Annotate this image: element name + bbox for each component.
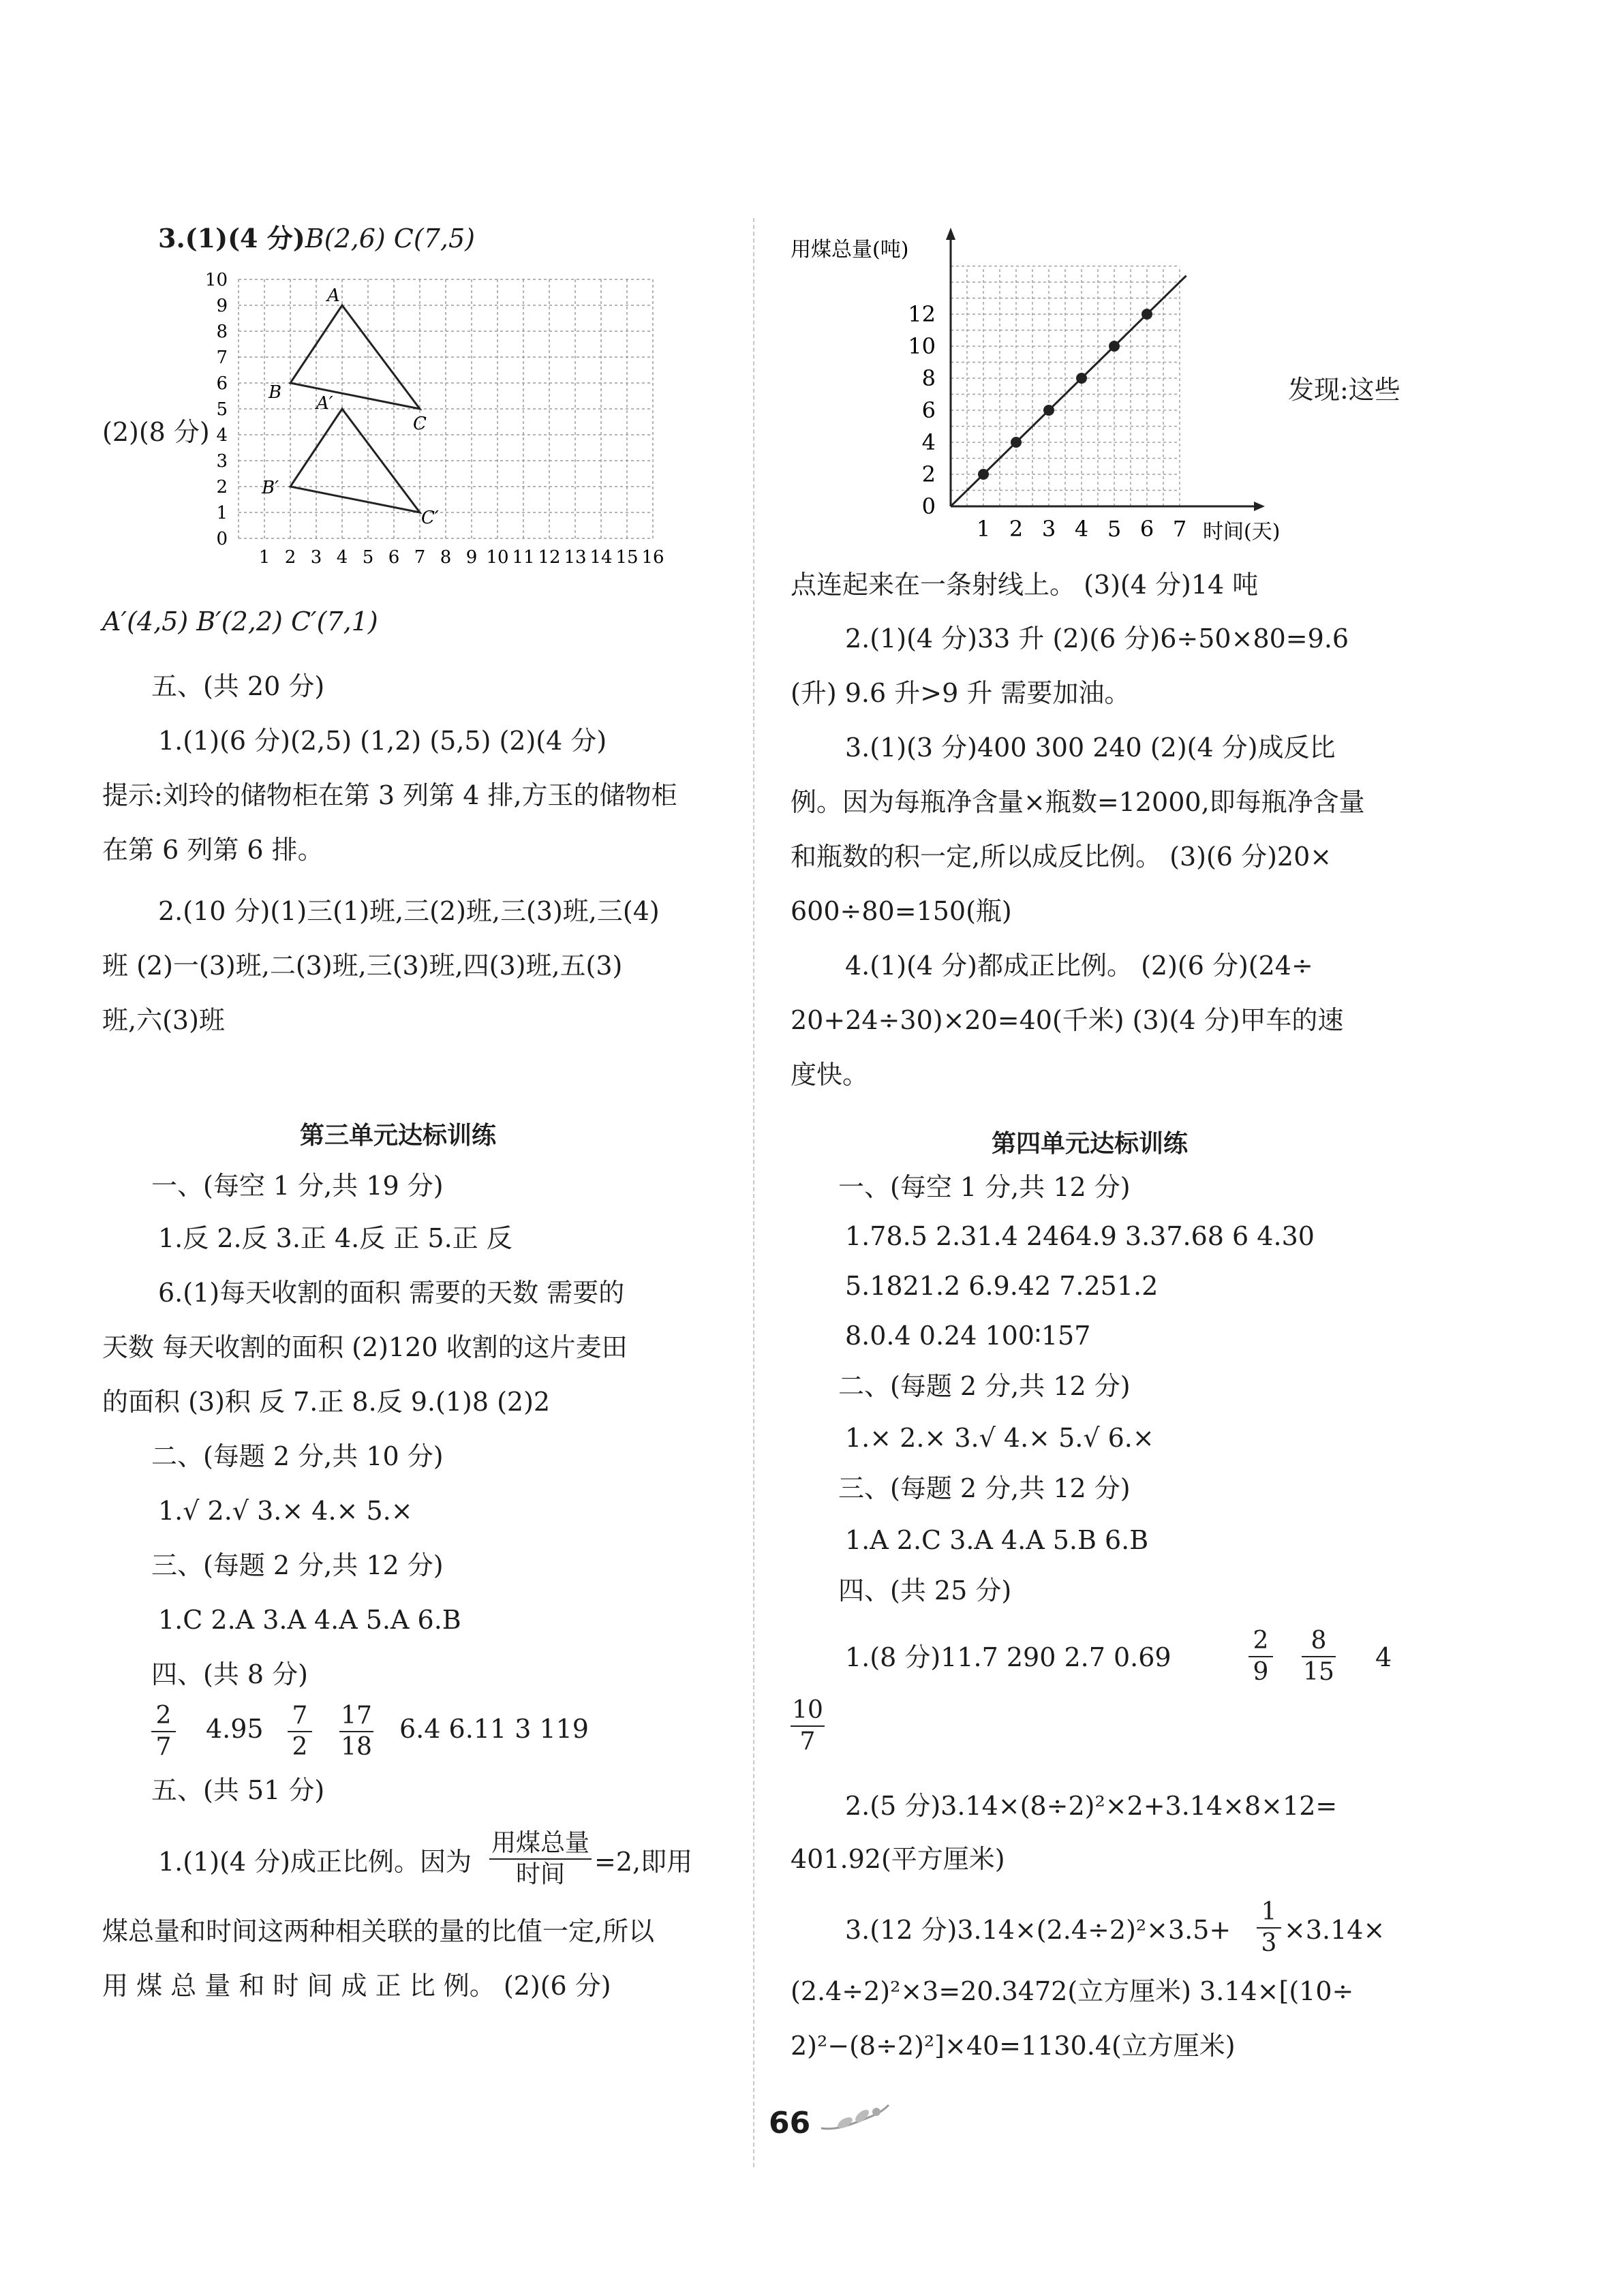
grid-x-tick: 15 (615, 547, 639, 568)
chart-point (1011, 437, 1022, 448)
u4-q3-line2: (2.4÷2)²×3=20.3472(立方厘米) 3.14×[(10÷ (791, 1976, 1354, 2006)
u3-s4-value-1: 4.95 (206, 1714, 264, 1744)
chart-ylabel: 用煤总量(吨) (791, 238, 909, 262)
grid-y-tick: 10 (204, 273, 228, 290)
grid-y-tick: 8 (216, 322, 228, 342)
u3-s5-line2: 煤总量和时间这两种相关联的量的比值一定,所以 (102, 1916, 655, 1946)
u3-s3-heading: 三、(每题 2 分,共 12 分) (151, 1550, 444, 1580)
coordinate-grid (198, 273, 702, 586)
unit3-title: 第三单元达标训练 (300, 1122, 497, 1150)
grid-x-tick: 6 (388, 547, 400, 568)
u3-s5-fraction: 用煤总量 时间 (489, 1830, 592, 1888)
grid-x-tick: 11 (512, 547, 535, 568)
u4-s1-line2: 5.1821.2 6.9.42 7.251.2 (845, 1271, 1159, 1301)
grid-y-tick: 2 (216, 477, 228, 497)
grid-lines (239, 279, 653, 538)
label-b: B (269, 382, 282, 403)
u4-s4-frac-1: 2 9 (1248, 1627, 1273, 1686)
grid-y-tick: 1 (216, 503, 228, 523)
u3-s1-line3: 天数 每天收割的面积 (2)120 收割的这片麦田 (102, 1332, 628, 1362)
u3-s5-line1a: 1.(1)(4 分)成正比例。因为 (158, 1847, 472, 1877)
translated-coords: A′(4,5) B′(2,2) C′(7,1) (102, 607, 378, 636)
u4-s4-frac-2: 8 15 (1302, 1627, 1336, 1686)
column-divider (753, 218, 754, 2167)
grid-y-tick: 0 (216, 529, 228, 549)
grid-y-tick: 7 (216, 348, 228, 368)
u3-s1-heading: 一、(每空 1 分,共 19 分) (151, 1171, 444, 1201)
found-text: 发现:这些 (1288, 375, 1400, 405)
right-r2-line1: 2.(1)(4 分)33 升 (2)(6 分)6÷50×80=9.6 (845, 624, 1349, 654)
chart-y-ticks (908, 301, 936, 519)
u4-q3-line1b: ×3.14× (1284, 1915, 1385, 1945)
u4-s1-line3: 8.0.4 0.24 100∶157 (845, 1321, 1091, 1351)
chart-point (1043, 405, 1054, 416)
chart-x-tick: 1 (976, 516, 991, 542)
u3-s5-heading: 五、(共 51 分) (151, 1775, 325, 1805)
u4-s1-line1: 1.78.5 2.31.4 2464.9 3.37.68 6 4.30 (845, 1221, 1315, 1251)
u3-s4-frac-3: 17 18 (339, 1702, 373, 1761)
grid-x-tick: 10 (486, 547, 509, 568)
chart-xlabel: 时间(天) (1203, 520, 1281, 544)
chart-y-tick: 4 (921, 429, 936, 455)
sec5-heading: 五、(共 20 分) (151, 671, 325, 701)
right-r3-line4: 600÷80=150(瓶) (791, 896, 1012, 926)
u4-s1-heading: 一、(每空 1 分,共 12 分) (838, 1172, 1131, 1202)
grid-y-ticks (205, 273, 228, 549)
right-r4-line3: 度快。 (791, 1060, 869, 1090)
u4-q2-line1: 2.(5 分)3.14×(8÷2)²×2+3.14×8×12= (845, 1791, 1338, 1821)
right-r4-line2: 20+24÷30)×20=40(千米) (3)(4 分)甲车的速 (791, 1005, 1344, 1035)
u4-s4-heading: 四、(共 25 分) (838, 1576, 1012, 1606)
grid-x-ticks (259, 547, 664, 568)
u4-s4-line1: 1.(8 分)11.7 290 2.7 0.69 (845, 1642, 1171, 1672)
u3-s4-values-rest: 6.4 6.11 3 119 (399, 1714, 589, 1744)
chart-x-tick: 2 (1009, 516, 1024, 542)
sec5-q1: 1.(1)(6 分)(2,5) (1,2) (5,5) (2)(4 分) (158, 726, 607, 756)
right-r3-line3: 和瓶数的积一定,所以成反比例。 (3)(6 分)20× (791, 842, 1332, 872)
right-r2-line2: (升) 9.6 升>9 升 需要加油。 (791, 678, 1131, 708)
label-b-prime: B′ (262, 478, 279, 498)
sec5-hint-2: 在第 6 列第 6 排。 (102, 835, 324, 865)
grid-x-tick: 7 (414, 547, 426, 568)
chart-point (1142, 309, 1152, 320)
u3-s5-line3: 用 煤 总 量 和 时 间 成 正 比 例。 (2)(6 分) (102, 1971, 611, 2001)
right-r3-line2: 例。因为每瓶净含量×瓶数=12000,即每瓶净含量 (791, 787, 1365, 817)
label-a: A (327, 286, 340, 306)
u4-s4-frac-3: 10 7 (791, 1697, 825, 1755)
grid-x-tick: 5 (362, 547, 374, 568)
chart-y-tick: 10 (908, 333, 936, 359)
grid-x-tick: 16 (641, 547, 664, 568)
unit4-title: 第四单元达标训练 (992, 1130, 1189, 1158)
grid-y-tick: 3 (216, 451, 228, 472)
grid-x-tick: 1 (258, 547, 271, 568)
chart-x-tick: 5 (1107, 516, 1122, 542)
u4-q3-line1a: 3.(12 分)3.14×(2.4÷2)²×3.5+ (845, 1915, 1231, 1945)
label-a-prime: A′ (316, 393, 333, 414)
u3-s1-line1: 1.反 2.反 3.正 4.反 正 5.正 反 (158, 1223, 512, 1253)
grid-y-tick: 6 (216, 373, 228, 394)
sec5-q2-line2: 班 (2)一(3)班,二(3)班,三(3)班,四(3)班,五(3) (102, 951, 623, 981)
u3-s3-answers: 1.C 2.A 3.A 4.A 5.A 6.B (158, 1605, 461, 1635)
grid-x-tick: 13 (564, 547, 587, 568)
sec5-q2-line3: 班,六(3)班 (102, 1005, 225, 1035)
chart-x-tick: 6 (1139, 516, 1154, 542)
grid-y-tick: 9 (216, 296, 228, 316)
u4-q3-fraction: 1 3 (1257, 1899, 1281, 1957)
coal-chart (784, 225, 1302, 566)
right-r3-line1: 3.(1)(3 分)400 300 240 (2)(4 分)成反比 (845, 733, 1336, 763)
chart-point (1109, 341, 1120, 352)
u3-s5-line1b: =2,即用 (594, 1847, 693, 1877)
right-r4-line1: 4.(1)(4 分)都成正比例。 (2)(6 分)(24÷ (845, 951, 1313, 981)
u4-s2-answers: 1.× 2.× 3.√ 4.× 5.√ 6.× (845, 1423, 1154, 1453)
u4-s3-answers: 1.A 2.C 3.A 4.A 5.B 6.B (845, 1525, 1149, 1555)
u3-s1-line2: 6.(1)每天收割的面积 需要的天数 需要的 (158, 1278, 625, 1308)
grid-x-tick: 14 (589, 547, 613, 568)
page-number: 66 (769, 2106, 811, 2140)
grid-y-tick: 5 (216, 399, 228, 420)
chart-x-arrow (1254, 502, 1265, 511)
chart-point (1076, 373, 1087, 384)
label-c: C (413, 414, 427, 434)
u3-s4-frac-2: 7 2 (288, 1702, 312, 1761)
u3-s4-heading: 四、(共 8 分) (151, 1659, 308, 1689)
grid-x-tick: 4 (336, 547, 348, 568)
grid-x-tick: 2 (284, 547, 296, 568)
q3-1-coords: B(2,6) C(7,5) (305, 224, 475, 254)
u4-s2-heading: 二、(每题 2 分,共 12 分) (838, 1371, 1131, 1401)
chart-point (978, 469, 989, 480)
grid-x-tick: 3 (310, 547, 322, 568)
chart-y-tick: 12 (908, 301, 936, 327)
sec5-hint-1: 提示:刘玲的储物柜在第 3 列第 4 排,方玉的储物柜 (102, 780, 677, 810)
u3-s2-answers: 1.√ 2.√ 3.× 4.× 5.× (158, 1496, 413, 1526)
u4-q3-line3: 2)²−(8÷2)²]×40=1130.4(立方厘米) (791, 2031, 1236, 2061)
chart-y-tick: 8 (921, 365, 936, 391)
chart-y-arrow (946, 228, 955, 240)
chart-y-tick: 0 (921, 493, 936, 519)
u4-q2-line2: 401.92(平方厘米) (791, 1844, 1005, 1874)
grid-x-tick: 12 (538, 547, 561, 568)
grid-y-tick: 4 (216, 425, 228, 446)
grid-x-tick: 9 (465, 547, 478, 568)
right-r1: 点连起来在一条射线上。 (3)(4 分)14 吨 (791, 570, 1259, 600)
chart-x-ticks (977, 516, 1186, 542)
chart-y-tick: 2 (921, 461, 936, 487)
chart-y-tick: 6 (921, 397, 936, 423)
sec5-q2-line1: 2.(10 分)(1)三(1)班,三(2)班,三(3)班,三(4) (158, 896, 660, 926)
chart-x-tick: 7 (1172, 516, 1187, 542)
q3-1-label: 3.(1)(4 分) (158, 223, 305, 254)
chart-x-tick: 4 (1074, 516, 1089, 542)
u4-s4-value-4: 4 (1375, 1642, 1392, 1672)
q3-1 (158, 224, 475, 254)
u3-s2-heading: 二、(每题 2 分,共 10 分) (151, 1441, 444, 1471)
label-c-prime: C′ (421, 508, 439, 528)
q3-2-label: (2)(8 分) (102, 417, 210, 447)
u3-s1-line4: 的面积 (3)积 反 7.正 8.反 9.(1)8 (2)2 (102, 1387, 551, 1417)
leaf-ornament-icon (818, 2102, 893, 2136)
u3-s4-frac-1: 2 7 (151, 1702, 176, 1761)
u4-s3-heading: 三、(每题 2 分,共 12 分) (838, 1473, 1131, 1503)
chart-x-tick: 3 (1041, 516, 1056, 542)
grid-x-tick: 8 (440, 547, 452, 568)
